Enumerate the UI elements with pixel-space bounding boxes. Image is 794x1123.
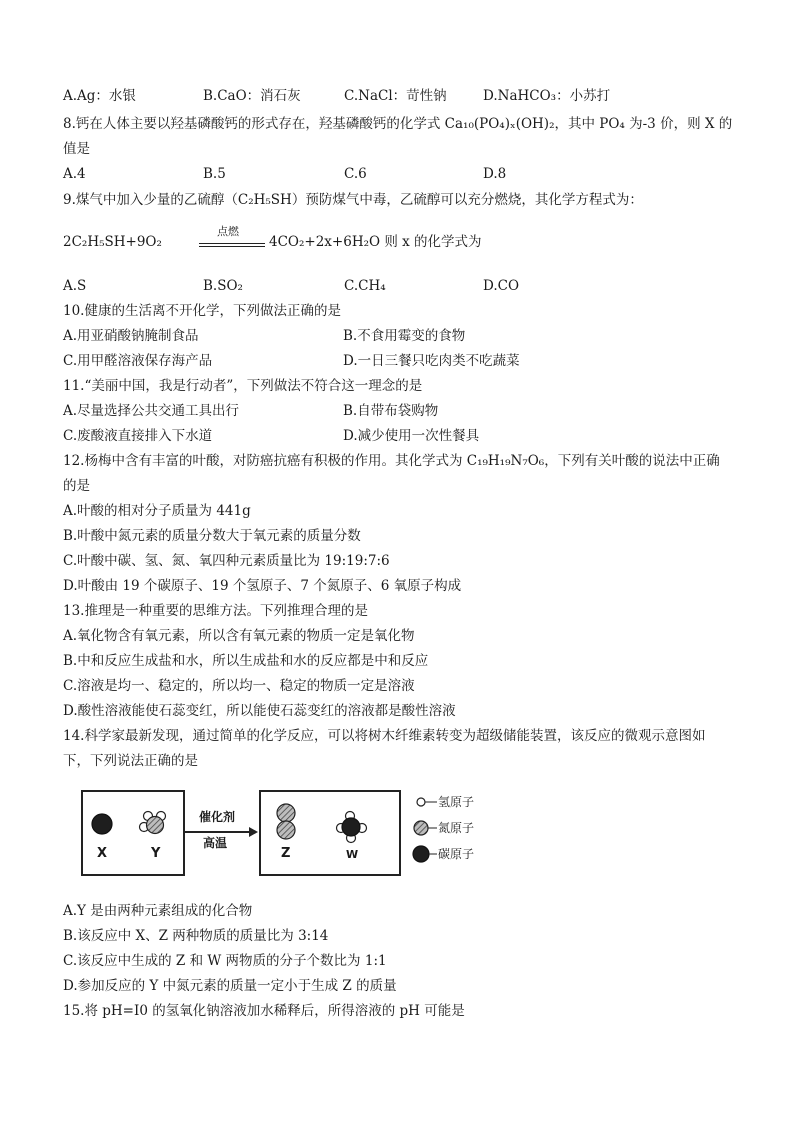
label-x: X: [97, 846, 108, 861]
q11-option-c: C.废酸液直接排入下水道: [63, 428, 213, 444]
label-z: Z: [281, 846, 291, 861]
q13-option-c: C.溶液是均一、稳定的，所以均一、稳定的物质一定是溶液: [63, 678, 415, 694]
q9-option-b: B.SO₂: [203, 278, 243, 294]
x-carbon-atom: [92, 814, 112, 834]
q8-option-c: C.6: [344, 166, 367, 182]
q14-reaction-diagram: [81, 790, 501, 886]
q13-option-a: A.氧化物含有氧元素，所以含有氧元素的物质一定是氧化物: [63, 628, 415, 644]
q13-option-b: B.中和反应生成盐和水，所以生成盐和水的反应都是中和反应: [63, 653, 429, 669]
label-w: W: [346, 848, 359, 861]
q14-stem-line2: 下，下列说法正确的是: [63, 753, 198, 769]
w-carbon-atom: [342, 818, 360, 836]
q8-option-a: A.4: [63, 166, 86, 182]
q7-option-c: C.NaCl：苛性钠: [344, 88, 447, 104]
q11-stem: 11.“美丽中国，我是行动者”，下列做法不符合这一理念的是: [63, 378, 423, 394]
q12-option-a: A.叶酸的相对分子质量为 441g: [63, 503, 251, 519]
q13-option-d: D.酸性溶液能使石蕊变红，所以能使石蕊变红的溶液都是酸性溶液: [63, 703, 456, 719]
z-nitrogen-atom-2: [277, 821, 295, 839]
q14-option-c: C.该反应中生成的 Z 和 W 两物质的分子个数比为 1:1: [63, 953, 387, 969]
q10-option-a: A.用亚硝酸钠腌制食品: [63, 328, 199, 344]
legend-nitrogen: 氮原子: [438, 821, 475, 835]
q11-option-d: D.减少使用一次性餐具: [343, 428, 480, 444]
q12-option-d: D.叶酸由 19 个碳原子、19 个氢原子、7 个氮原子、6 氧原子构成: [63, 578, 462, 594]
legend-hydrogen: 氢原子: [438, 795, 475, 809]
q15-stem: 15.将 pH=I0 的氢氧化钠溶液加水稀释后，所得溶液的 pH 可能是: [63, 1003, 465, 1019]
z-nitrogen-atom-1: [277, 804, 295, 822]
y-nitrogen-atom: [147, 817, 164, 834]
legend-nitrogen-symbol: [414, 821, 428, 835]
q10-option-b: B.不食用霉变的食物: [343, 328, 466, 344]
q12-stem-line2: 的是: [63, 478, 90, 494]
q7-option-b: B.CaO：消石灰: [203, 88, 301, 104]
q7-option-d: D.NaHCO₃：小苏打: [483, 88, 611, 104]
q14-option-b: B.该反应中 X、Z 两种物质的质量比为 3:14: [63, 928, 329, 944]
label-y: Y: [151, 846, 161, 861]
q9-option-d: D.CO: [483, 278, 520, 294]
q9-stem: 9.煤气中加入少量的乙硫醇（C₂H₅SH）预防煤气中毒，乙硫醇可以充分燃烧，其化学方程式为：: [63, 192, 643, 208]
catalyst-label: 催化剂: [199, 810, 236, 824]
q7-option-a: A.Ag：水银: [63, 88, 136, 104]
reactant-molecules: [81, 790, 191, 876]
legend-carbon: 碳原子: [438, 847, 475, 861]
q9-equation: [63, 226, 623, 266]
q10-option-d: D.一日三餐只吃肉类不吃蔬菜: [343, 353, 520, 369]
legend-hydrogen-symbol: [417, 798, 425, 806]
q9-option-c: C.CH₄: [344, 278, 386, 294]
q12-option-b: B.叶酸中氮元素的质量分数大于氧元素的质量分数: [63, 528, 361, 544]
q9-option-a: A.S: [63, 278, 87, 294]
q8-stem-line1: 8.钙在人体主要以羟基磷酸钙的形式存在，羟基磷酸钙的化学式 Ca₁₀(PO₄)ₓ(OH)₂，其中 PO₄ 为-3 价，则 X 的: [63, 116, 733, 132]
q11-option-a: A.尽量选择公共交通工具出行: [63, 403, 240, 419]
q8-stem-line2: 值是: [63, 141, 90, 157]
q9-equation-left: 2C₂H₅SH+9O₂: [63, 234, 162, 250]
q14-option-a: A.Y 是由两种元素组成的化合物: [63, 903, 253, 919]
q8-option-d: D.8: [483, 166, 507, 182]
q12-option-c: C.叶酸中碳、氢、氮、氧四种元素质量比为 19:19:7:6: [63, 553, 390, 569]
q10-stem: 10.健康的生活离不开化学，下列做法正确的是: [63, 303, 341, 319]
legend-carbon-symbol: [413, 846, 429, 862]
q9-equation-condition: 点燃: [217, 225, 239, 238]
q8-option-b: B.5: [203, 166, 226, 182]
q9-equation-arrow: [199, 225, 269, 253]
condition-label: 高温: [203, 836, 228, 850]
q14-stem-line1: 14.科学家最新发现，通过简单的化学反应，可以将树木纤维素转变为超级储能装置，该反应的微观示意图如: [63, 728, 706, 744]
q13-stem: 13.推理是一种重要的思维方法。下列推理合理的是: [63, 603, 368, 619]
q11-option-b: B.自带布袋购物: [343, 403, 439, 419]
q14-option-d: D.参加反应的 Y 中氮元素的质量一定小于生成 Z 的质量: [63, 978, 397, 994]
q12-stem-line1: 12.杨梅中含有丰富的叶酸，对防癌抗癌有积极的作用。其化学式为 C₁₉H₁₉N₇O₆，下列有关叶酸的说法中正确: [63, 453, 720, 469]
product-molecules: [259, 790, 401, 876]
q9-equation-right: 4CO₂+2x+6H₂O 则 x 的化学式为: [269, 234, 482, 250]
q10-option-c: C.用甲醛溶液保存海产品: [63, 353, 213, 369]
